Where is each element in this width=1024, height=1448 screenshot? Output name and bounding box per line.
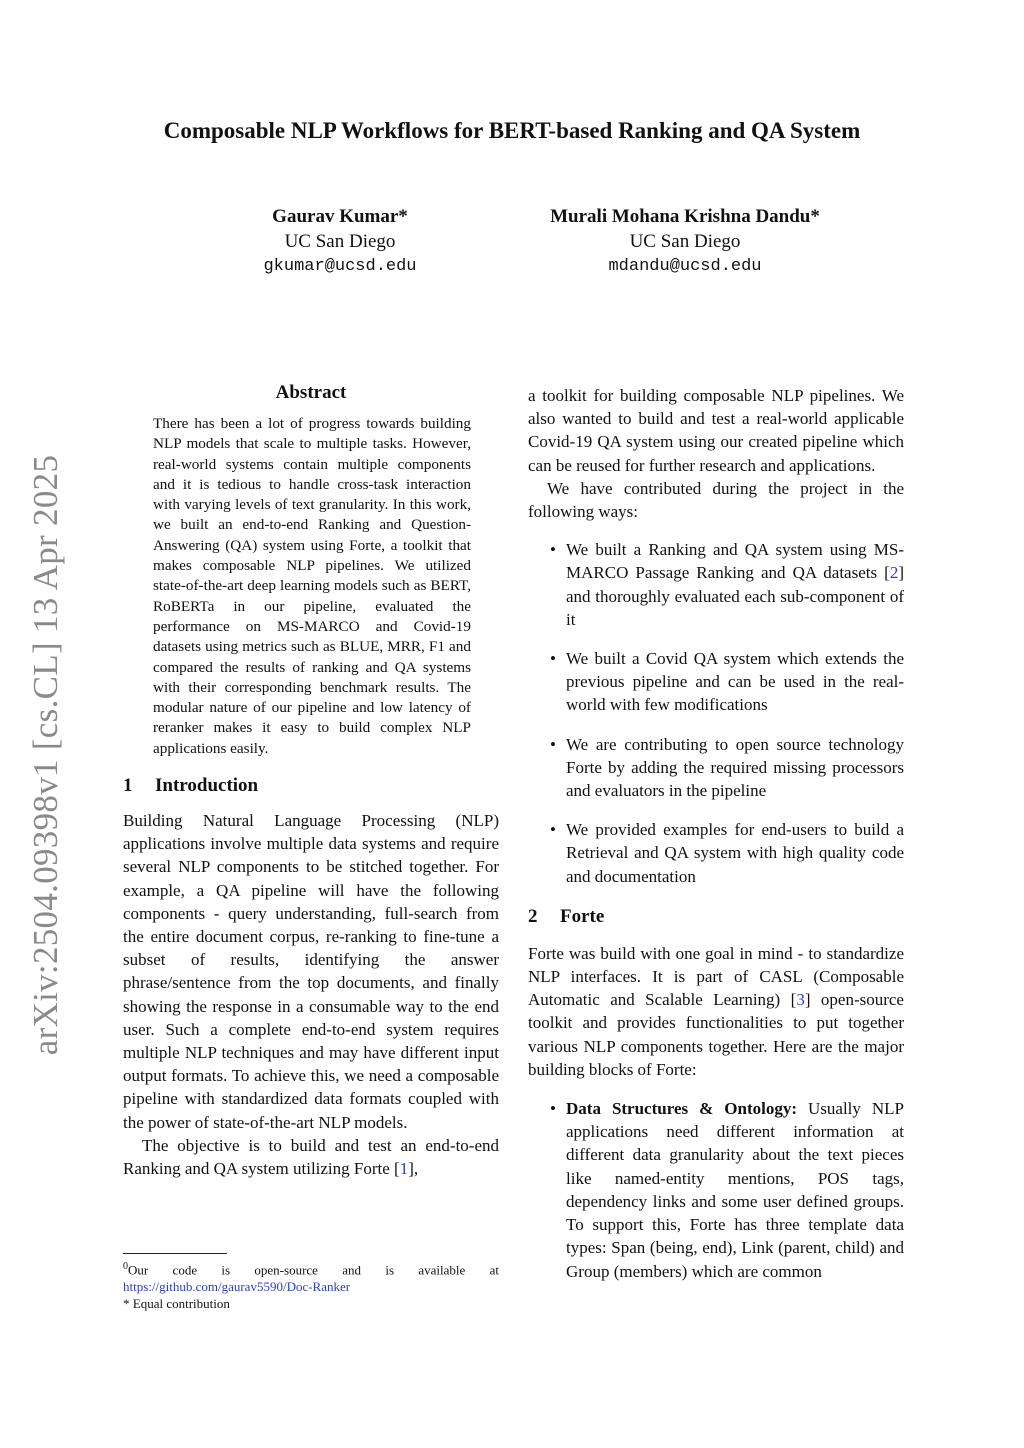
section-heading-introduction xyxy=(123,775,499,797)
author-email[interactable]: mdandu@ucsd.edu xyxy=(608,257,762,276)
section-heading-forte xyxy=(528,906,904,928)
abstract-text: There has been a lot of progress towards building NLP models that scale to multiple tasks. However, real-world systems contain multiple components and it is tedious to handle cross-task interaction with varying levels of text granularity. In this work, we built an end-to-end Ranking and Question-Answering (QA) system using Forte, a toolkit that makes composable NLP pipelines. We utilized state-of-the-art deep learning models such as BERT, RoBERTa in our pipeline, evaluated the performance on MS-MARCO and Covid-19 datasets using metrics such as BLUE, MRR, F1 and compared the results of ranking and QA systems with their corresponding benchmark results. The modular nature of our pipeline and low latency of reranker makes it easy to build complex NLP applications easily. xyxy=(153,415,471,757)
item-text: ] and thoroughly evaluated each sub-component of it xyxy=(566,563,904,629)
paragraph-text: The objective is to build and test an end-to-end Ranking and QA system utilizing Forte [ xyxy=(123,1135,499,1179)
right-column xyxy=(528,384,904,1283)
list-item: • We are contributing to open source technology Forte by adding the required missing processors and evaluators in the pipeline xyxy=(566,733,904,803)
list-item: • We provided examples for end-users to build a Retrieval and QA system with high quality code and documentation xyxy=(566,818,904,888)
arxiv-identifier: arXiv:2504.09398v1 [cs.CL] 13 Apr 2025 xyxy=(26,454,65,1056)
intro-paragraph-2-continued: a toolkit for building composable NLP pipelines. We also wanted to build and test a real-world applicable Covid-19 QA system using our created pipeline which can be reused for further research and applications. xyxy=(528,386,904,475)
footnote-marker: 0 xyxy=(123,1261,128,1272)
arxiv-sidebar xyxy=(26,450,66,1060)
item-text: We built a Ranking and QA system using MS-MARCO Passage Ranking and QA datasets [ xyxy=(566,540,904,583)
intro-paragraph-1: Building Natural Language Processing (NLP) applications involve multiple data systems and require several NLP components to be stitched together. For example, a QA pipeline will have the following components - query understanding, full-search from the entire document corpus, re-ranking to fine-tune a subset of results, identifying the answer phrase/sentence from the top documents, and finally showing the response in a consumable way to the end user. Such a complete end-to-end system requires multiple NLP techniques and may have different input output formats. To achieve this, we need a composable pipeline with standardized data formats coupled with the power of state-of-the-art NLP models. xyxy=(123,811,499,1132)
author-email[interactable]: gkumar@ucsd.edu xyxy=(263,257,417,276)
section-number: 1 xyxy=(123,775,133,797)
item-title: Data Structures & Ontology: xyxy=(566,1099,797,1119)
paper-title: Composable NLP Workflows for BERT-based Ranking and QA System xyxy=(163,118,861,143)
intro-paragraph-3: We have contributed during the project in the following ways: xyxy=(528,478,904,522)
abstract-heading: Abstract xyxy=(275,382,347,403)
list-item xyxy=(566,538,904,631)
author-block-1 xyxy=(240,204,440,279)
github-link[interactable]: https://github.com/gaurav5590/Doc-Ranker xyxy=(123,1279,351,1295)
section-number: 2 xyxy=(528,905,538,927)
footnote-divider xyxy=(123,1253,227,1254)
contributions-list xyxy=(528,538,904,888)
item-text: Usually NLP applications need different information at different data granularity about the text pieces like named-entity mentions, POS tags, dependency links and some user defined groups. To support this, Forte has three template data types: Span (being, end), Link (parent, child) and Group (members) which are common xyxy=(566,1099,904,1281)
footnote-text: Our code is open-source and is available at xyxy=(128,1262,499,1278)
footnote-code xyxy=(123,1258,499,1278)
intro-paragraph-2 xyxy=(123,1134,499,1180)
paragraph-text: Forte was build with one goal in mind - to standardize NLP interfaces. It is part of CASL (Composable Automatic and Scalable Learning) [ xyxy=(528,943,904,1010)
forte-blocks-list xyxy=(528,1097,904,1283)
list-item: • We built a Covid QA system which extends the previous pipeline and can be used in the real-world with few modifications xyxy=(566,647,904,717)
paragraph-text: ], xyxy=(408,1159,419,1179)
section-title: Introduction xyxy=(155,775,259,797)
author-name: Murali Mohana Krishna Dandu* xyxy=(550,206,820,227)
citation-link[interactable]: 1 xyxy=(399,1159,409,1179)
footnotes xyxy=(123,1258,499,1312)
paragraph-text: ] open-source toolkit and provides functionalities to put together various NLP components together. Here are the major building blocks of Forte: xyxy=(528,990,904,1079)
left-column xyxy=(123,382,499,1180)
author-affiliation: UC San Diego xyxy=(284,231,396,252)
list-item xyxy=(566,1097,904,1283)
forte-paragraph xyxy=(528,942,904,1081)
author-name: Gaurav Kumar* xyxy=(272,206,408,227)
section-title: Forte xyxy=(560,905,605,927)
author-affiliation: UC San Diego xyxy=(629,231,741,252)
footnote-url-line xyxy=(123,1278,499,1295)
citation-link[interactable]: 3 xyxy=(796,990,805,1010)
footnote-equal-contribution: * Equal contribution xyxy=(123,1296,230,1312)
citation-link[interactable]: 2 xyxy=(889,563,899,583)
author-block-2 xyxy=(530,204,840,279)
